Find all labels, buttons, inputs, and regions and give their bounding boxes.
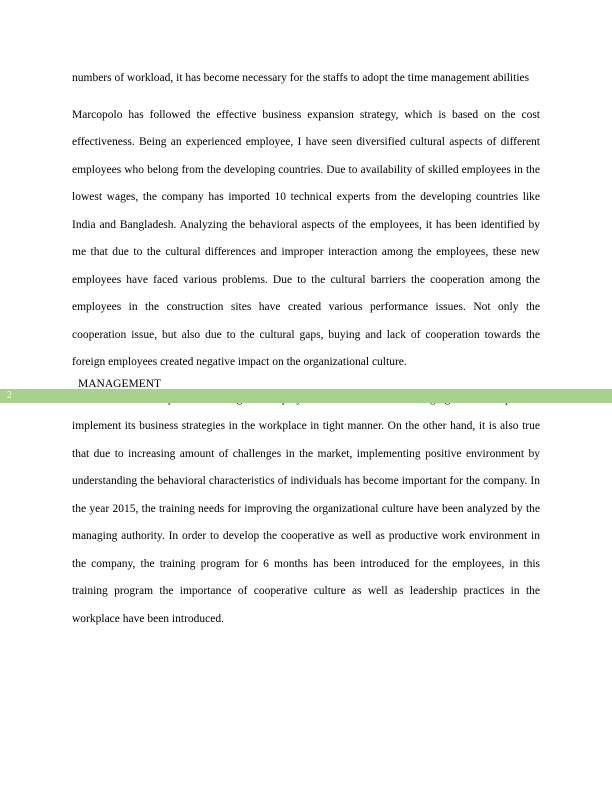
- body-text: [72, 65, 540, 642]
- paragraph-expansion-strategy: Marcopolo has followed the effective business expansion strategy, which is based on the cost effectiveness. Being an experienced employee, I have seen diversified cultural aspects of different employees who belong from the developing countries. Due to availability of skilled employees in the lowest wages, the company has imported 10 technical experts from the developing countries like India and Bangladesh. Analyzing the behavioral aspects of the employees, it has been identified by me that due to the cultural differences and improper interaction among the employees, these new employees have faced various problems. Due to the cultural barriers the cooperation among the employees in the construction sites have created various performance issues. Not only the cooperation issue, but also due to the cultural gaps, buying and lack of cooperation towards the foreign employees created negative impact on the organizational culture.: [72, 108, 540, 368]
- paragraph-cooperation-training: implement its business strategies in the workplace in tight manner. On the other hand, it is also true that due to increasing amount of challenges in the market, implementing positive environment by understanding the behavioral characteristics of individuals has become important for the company. In the year 2015, the training needs for improving the organizational culture have been analyzed by the managing authority. In order to develop the cooperative as well as productive work environment in the company, the training program for 6 months has been introduced for the employees, in this training program the importance of cooperative culture as well as leadership practices in the workplace have been introduced.: [72, 420, 540, 625]
- paragraph-continuation: numbers of workload, it has become necessary for the staffs to adopt the time management abilities: [72, 72, 530, 84]
- page-number: 2: [7, 390, 12, 401]
- running-head-title: MANAGEMENT: [78, 378, 162, 390]
- page-header-band: [0, 389, 612, 403]
